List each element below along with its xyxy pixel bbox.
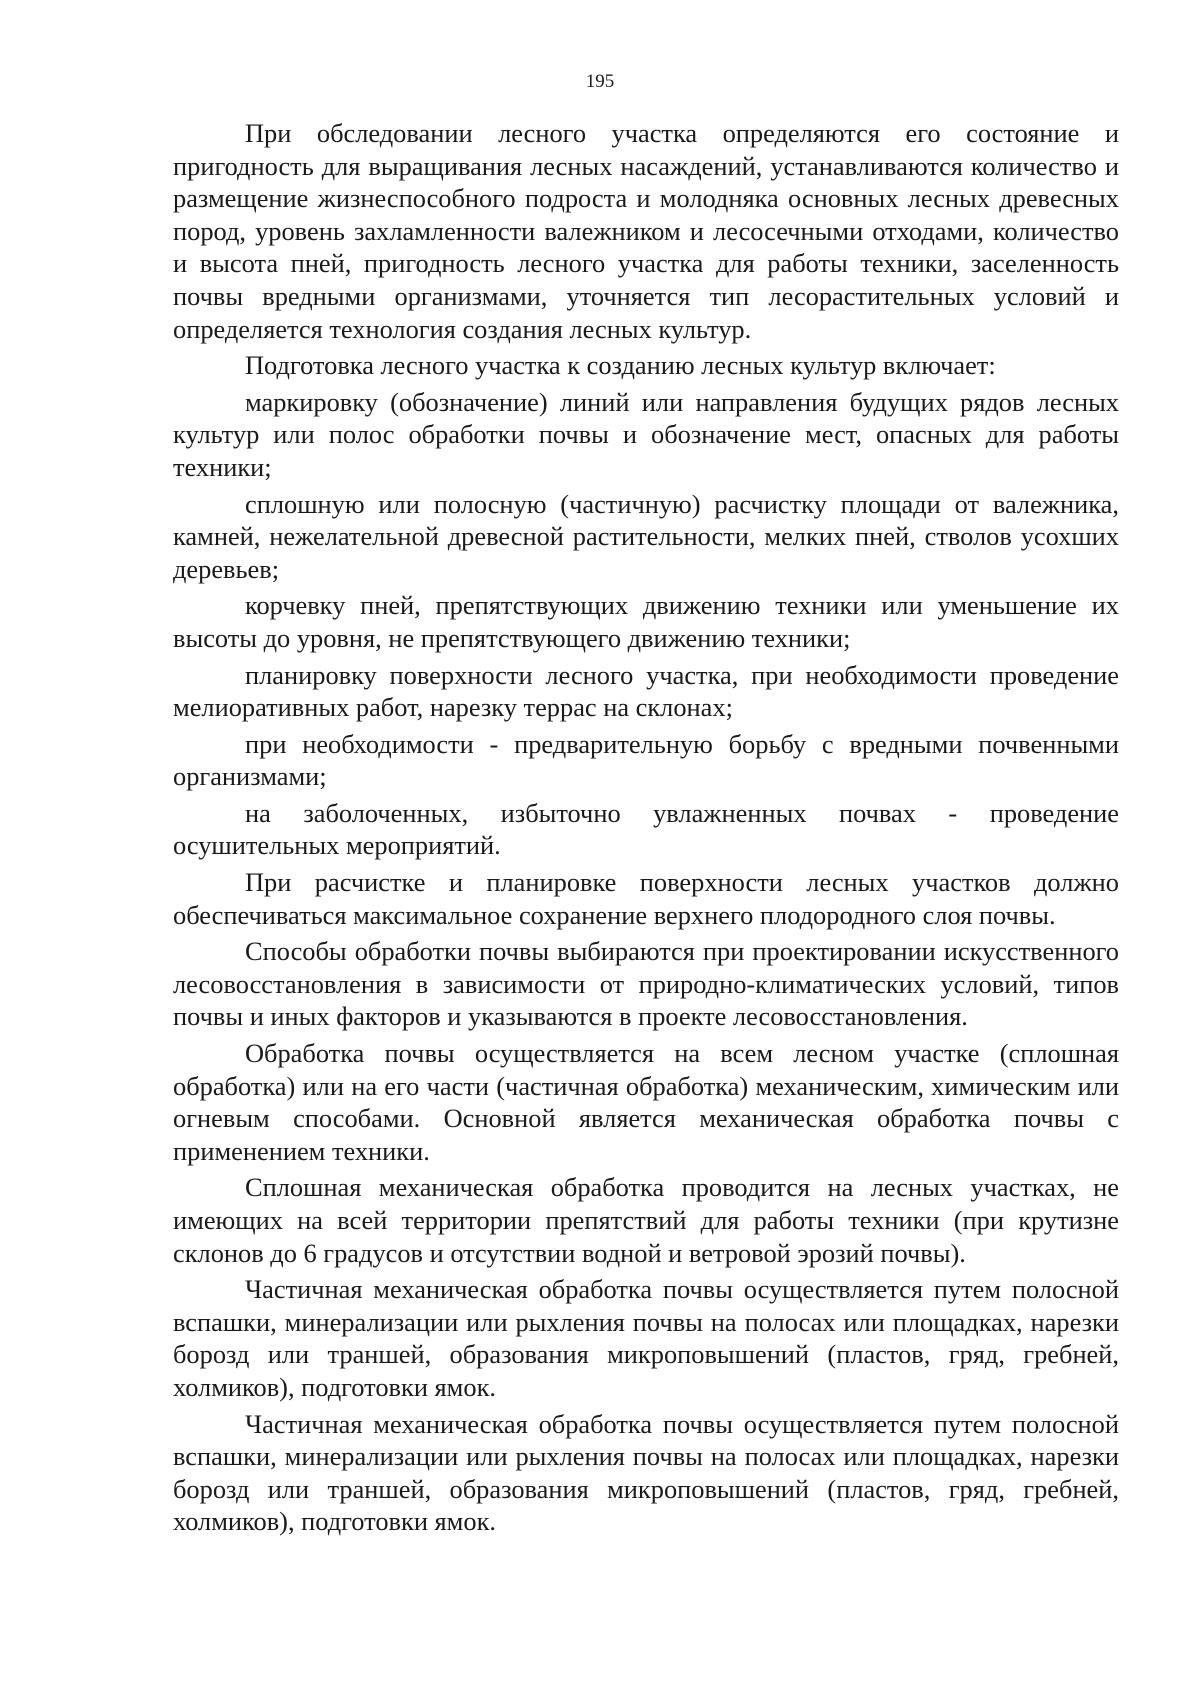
paragraph-partial-tillage-repeat: Частичная механическая обработка почвы осуществляется путем полосной вспашки, минерализации или рыхления почвы на полосах или площадках, нарезки борозд или траншей, образования микроповышений (пластов, гряд, гребней, холмиков), подготовки ямок.: [173, 1408, 1119, 1537]
page-number: 195: [585, 71, 615, 92]
paragraph-survey: При обследовании лесного участка определяются его состояние и пригодность для выращивания лесных насаждений, устанавливаются количество и размещение жизнеспособного подроста и молодняка основных лесных древесных пород, уровень захламленности валежником и лесосечными отходами, количество и высота пней, пригодность лесного участка для работы техники, заселенность почвы вредными организмами, уточняется тип лесорастительных условий и определяется технология создания лесных культур.: [173, 118, 1119, 344]
paragraph-preparation-intro: Подготовка лесного участка к созданию лесных культур включает:: [245, 350, 996, 381]
paragraph-continuous-tillage: Сплошная механическая обработка проводится на лесных участках, не имеющих на всей территории препятствий для работы техники (при крутизне склонов до 6 градусов и отсутствии водной и ветровой эрозий почвы).: [173, 1172, 1119, 1268]
paragraph-stump-removal: корчевку пней, препятствующих движению техники или уменьшение их высоты до уровня, не препятствующего движению техники;: [173, 590, 1119, 653]
paragraph-tillage-methods: Способы обработки почвы выбираются при проектировании искусственного лесовосстановления в зависимости от природно-климатических условий, типов почвы и иных факторов и указываются в проекте лесовосстановления.: [173, 936, 1119, 1032]
paragraph-surface-planning: планировку поверхности лесного участка, при необходимости проведение мелиоративных работ, нарезку террас на склонах;: [173, 659, 1119, 723]
paragraph-drainage: на заболоченных, избыточно увлажненных почвах - проведение осушительных мероприятий.: [173, 797, 1119, 861]
paragraph-marking: маркировку (обозначение) линий или направления будущих рядов лесных культур или полос обработки почвы и обозначение мест, опасных для работы техники;: [173, 386, 1119, 482]
paragraph-tillage-types: Обработка почвы осуществляется на всем лесном участке (сплошная обработка) или на его части (частичная обработка) механическим, химическим или огневым способами. Основной является механическая обработка почвы с применением техники.: [173, 1038, 1119, 1166]
document-body: [173, 117, 1119, 1542]
paragraph-topsoil-preservation: При расчистке и планировке поверхности лесных участков должно обеспечиваться максимальное сохранение верхнего плодородного слоя почвы.: [173, 867, 1119, 930]
paragraph-clearing: сплошную или полосную (частичную) расчистку площади от валежника, камней, нежелательной древесной растительности, мелких пней, стволов усохших деревьев;: [173, 488, 1119, 584]
paragraph-partial-tillage: Частичная механическая обработка почвы осуществляется путем полосной вспашки, минерализации или рыхления почвы на полосах или площадках, нарезки борозд или траншей, образования микроповышений (пластов, гряд, гребней, холмиков), подготовки ямок.: [173, 1274, 1119, 1402]
paragraph-pest-control: при необходимости - предварительную борьбу с вредными почвенными организмами;: [173, 728, 1119, 792]
